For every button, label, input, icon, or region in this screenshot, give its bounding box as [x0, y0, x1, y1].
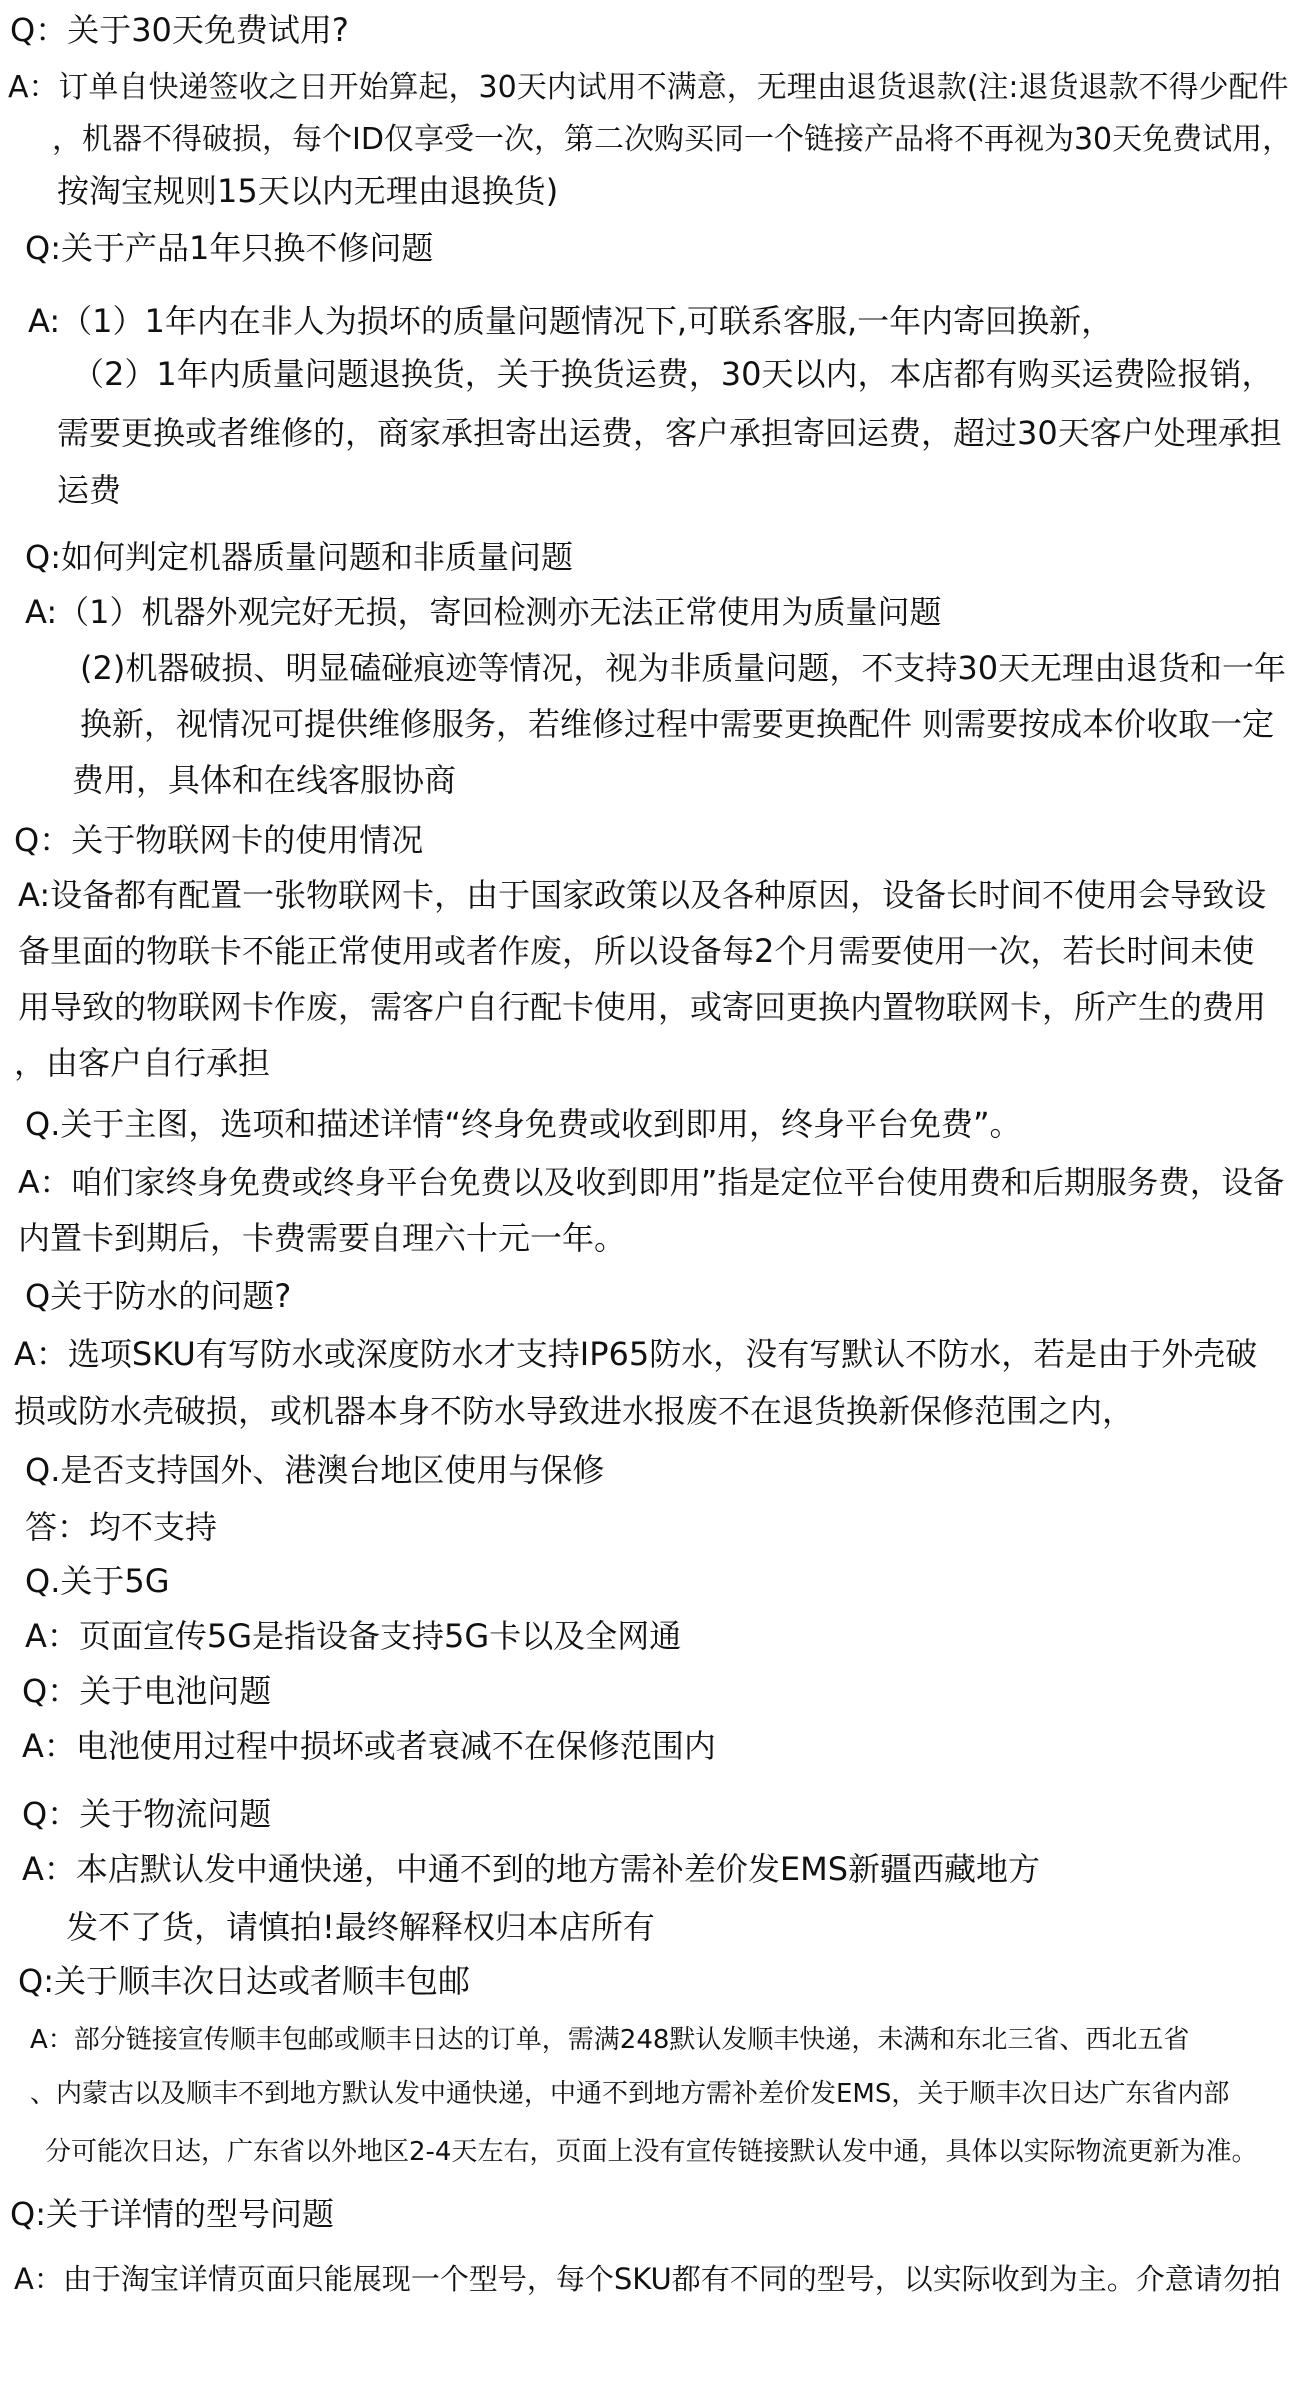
faq-answer-line: A：电池使用过程中损坏或者衰减不在保修范围内 — [22, 1727, 716, 1765]
faq-answer-line: 运费 — [57, 471, 122, 509]
faq-answer-line: A：部分链接宣传顺丰包邮或顺丰日达的订单，需满248默认发顺丰快递，未满和东北三省、西北五省 — [30, 2025, 1190, 2055]
faq-answer-line: A：由于淘宝详情页面只能展现一个型号，每个SKU都有不同的型号，以实际收到为主。介意请勿拍 — [14, 2262, 1281, 2296]
faq-question-quality: Q:如何判定机器质量问题和非质量问题 — [25, 538, 573, 576]
faq-question-battery: Q：关于电池问题 — [22, 1672, 272, 1710]
faq-answer-line: 用导致的物联网卡作废，需客户自行配卡使用，或寄回更换内置物联网卡，所产生的费用 — [18, 988, 1267, 1026]
faq-answer-line: ，机器不得破损，每个ID仅享受一次，第二次购买同一个链接产品将不再视为30天免费试用， — [52, 122, 1293, 157]
faq-answer-line: 发不了货，请慎拍!最终解释权归本店所有 — [66, 1908, 655, 1946]
faq-question-trial: Q：关于30天免费试用? — [10, 11, 349, 49]
faq-answer-line: A:（1）1年内在非人为损坏的质量问题情况下,可联系客服,一年内寄回换新， — [28, 302, 1114, 340]
faq-question-warranty: Q:关于产品1年只换不修问题 — [25, 229, 434, 267]
faq-answer-line: A:设备都有配置一张物联网卡，由于国家政策以及各种原因，设备长时间不使用会导致设 — [18, 876, 1267, 914]
faq-answer-line: ，由客户自行承担 — [14, 1044, 271, 1082]
faq-answer-line: 需要更换或者维修的，商家承担寄出运费，客户承担寄回运费，超过30天客户处理承担 — [57, 414, 1282, 452]
faq-answer-line: A：本店默认发中通快递，中通不到的地方需补差价发EMS新疆西藏地方 — [22, 1850, 1041, 1888]
faq-answer-line: 备里面的物联卡不能正常使用或者作废，所以设备每2个月需要使用一次，若长时间未使 — [18, 932, 1255, 970]
faq-question-sf-express: Q:关于顺丰次日达或者顺丰包邮 — [18, 1962, 470, 2000]
faq-answer-line: 费用，具体和在线客服协商 — [72, 761, 457, 799]
faq-answer-line: A:（1）机器外观完好无损，寄回检测亦无法正常使用为质量问题 — [25, 593, 942, 631]
faq-answer-line: 换新，视情况可提供维修服务，若维修过程中需要更换配件 则需要按成本价收取一定 — [80, 705, 1275, 743]
faq-answer-line: 内置卡到期后，卡费需要自理六十元一年。 — [18, 1219, 627, 1257]
faq-answer-line: A：订单自快递签收之日开始算起，30天内试用不满意，无理由退货退款(注:退货退款不得少配件 — [8, 70, 1289, 105]
faq-question-waterproof: Q关于防水的问题? — [25, 1277, 292, 1315]
faq-answer-line: (2)机器破损、明显磕碰痕迹等情况，视为非质量问题，不支持30天无理由退货和一年 — [80, 649, 1287, 687]
faq-answer-line: 答：均不支持 — [25, 1508, 218, 1546]
faq-question-iot-card: Q：关于物联网卡的使用情况 — [14, 821, 424, 859]
faq-answer-line: 损或防水壳破损，或机器本身不防水导致进水报废不在退货换新保修范围之内， — [14, 1392, 1135, 1430]
faq-answer-line: 按淘宝规则15天以内无理由退换货) — [57, 172, 559, 210]
faq-question-overseas: Q.是否支持国外、港澳台地区使用与保修 — [25, 1451, 605, 1489]
faq-question-5g: Q.关于5G — [25, 1562, 170, 1600]
faq-question-logistics: Q：关于物流问题 — [22, 1795, 272, 1833]
faq-answer-line: A：页面宣传5G是指设备支持5G卡以及全网通 — [25, 1617, 682, 1655]
faq-answer-line: 、内蒙古以及顺丰不到地方默认发中通快递，中通不到地方需补差价发EMS，关于顺丰次日达广东省内部 — [30, 2079, 1230, 2109]
faq-question-model: Q:关于详情的型号问题 — [10, 2195, 334, 2233]
faq-answer-line: （2）1年内质量问题退换货，关于换货运费，30天以内，本店都有购买运费险报销， — [72, 355, 1274, 393]
faq-answer-line: A：咱们家终身免费或终身平台免费以及收到即用”指是定位平台使用费和后期服务费，设备 — [18, 1165, 1285, 1201]
faq-answer-line: 分可能次日达，广东省以外地区2-4天左右，页面上没有宣传链接默认发中通，具体以实际物流更新为准。 — [45, 2137, 1258, 2167]
faq-question-main-image: Q.关于主图，选项和描述详情“终身免费或收到即用，终身平台免费”。 — [25, 1105, 1022, 1143]
faq-answer-line: A：选项SKU有写防水或深度防水才支持IP65防水，没有写默认不防水，若是由于外壳破 — [14, 1335, 1258, 1373]
